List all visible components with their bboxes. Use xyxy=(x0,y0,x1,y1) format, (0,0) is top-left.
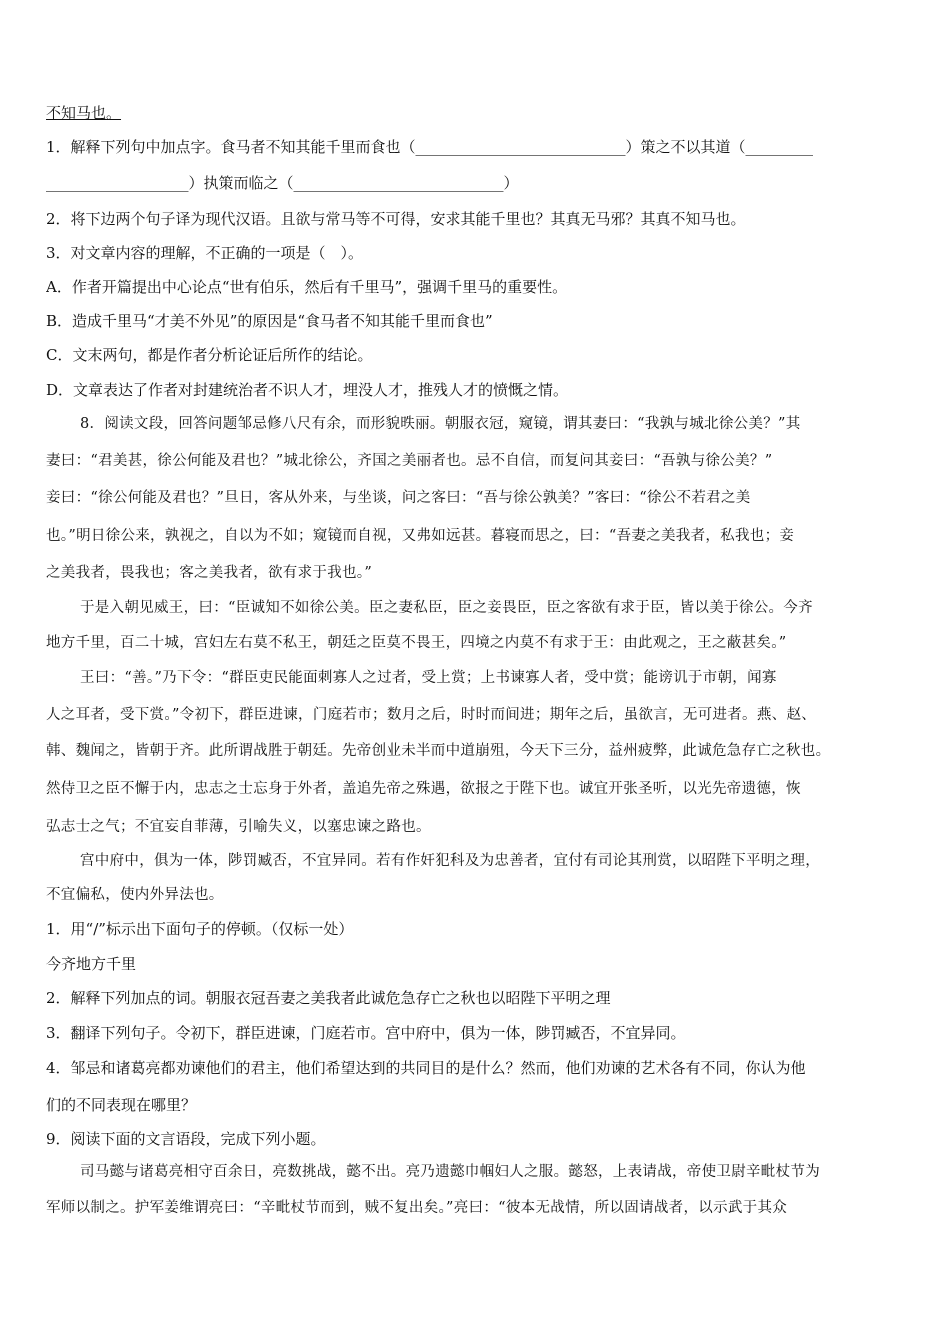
passage-line: 宫中府中，俱为一体，陟罚臧否，不宜异同。若有作奸犯科及为忠善者，宜付有司论其刑赏，以昭陛下平明之理， xyxy=(80,853,820,869)
option-d: D．文章表达了作者对封建统治者不识人才，埋没人才，推残人才的愤慨之情。 xyxy=(46,381,569,399)
passage-line: 地方千里，百二十城，宫妇左右莫不私王，朝廷之臣莫不畏王，四境之内莫不有求于王：由此观之，王之蔽甚矣。” xyxy=(46,635,787,651)
question-line: 1．解释下列句中加点字。食马者不知其能千里而食也（____________________________）策之不以其道（_________ xyxy=(46,138,814,156)
passage-line: 于是入朝见威王，曰：“臣诚知不如徐公美。臣之妻私臣，臣之妾畏臣，臣之客欲有求于臣，皆以美于徐公。今齐 xyxy=(80,600,813,616)
question-line: ___________________）执策而临之（____________________________） xyxy=(46,174,519,192)
question-line: 9．阅读下面的文言语段，完成下列小题。 xyxy=(46,1130,326,1148)
passage-line: 不宜偏私，使内外异法也。 xyxy=(46,887,224,903)
question-line: 3．翻译下列句子。令初下，群臣进谏，门庭若市。宫中府中，俱为一体，陟罚臧否，不宜异同。 xyxy=(46,1024,686,1042)
question-line: 2．将下边两个句子译为现代汉语。且欲与常马等不可得，安求其能千里也？其真无马邪？其真不知马也。 xyxy=(46,210,746,228)
option-c: C．文末两句，都是作者分析论证后所作的结论。 xyxy=(46,346,373,364)
question-line: 1．用“/”标示出下面句子的停顿。（仅标一处） xyxy=(46,920,354,938)
passage-line: 然侍卫之臣不懈于内，忠志之士忘身于外者，盖追先帝之殊遇，欲报之于陛下也。诚宜开张圣听，以光先帝遗德，恢 xyxy=(46,781,801,797)
passage-line: 弘志士之气；不宜妄自菲薄，引喻失义，以塞忠谏之路也。 xyxy=(46,819,431,835)
passage-line: 军师以制之。护军姜维谓亮曰：“辛毗杖节而到，贼不复出矣。”亮曰：“彼本无战情，所以固请战者，以示武于其众 xyxy=(46,1200,788,1216)
question-line: 今齐地方千里 xyxy=(46,955,137,973)
passage-line: 妻曰：“君美甚，徐公何能及君也？”城北徐公，齐国之美丽者也。忌不自信，而复问其妾曰：“吾孰与徐公美？” xyxy=(46,453,773,469)
question-line: 3．对文章内容的理解，不正确的一项是（ ）。 xyxy=(46,244,364,262)
passage-line: 韩、魏闻之，皆朝于齐。此所谓战胜于朝廷。先帝创业未半而中道崩殂，今天下三分，益州疲弊，此诚危急存亡之秋也。 xyxy=(46,743,831,759)
question-line: 2．解释下列加点的词。朝服衣冠吾妻之美我者此诚危急存亡之秋也以昭陛下平明之理 xyxy=(46,989,611,1007)
passage-line: 司马懿与诸葛亮相守百余日，亮数挑战，懿不出。亮乃遗懿巾帼妇人之服。懿怒，上表请战，帝使卫尉辛毗杖节为 xyxy=(80,1164,820,1180)
passage-line: 也。”明日徐公来，孰视之，自以为不如；窥镜而自视，又弗如远甚。暮寝而思之，曰：“吾妻之美我者，私我也；妾 xyxy=(46,528,795,544)
passage-line: 妾曰：“徐公何能及君也？”旦日，客从外来，与坐谈，问之客曰：“吾与徐公孰美？”客曰：“徐公不若君之美 xyxy=(46,490,751,506)
question-line: 4．邹忌和诸葛亮都劝谏他们的君主，他们希望达到的共同目的是什么？然而，他们劝谏的艺术各有不同，你认为他 xyxy=(46,1059,806,1077)
option-b: B．造成千里马“才美不外见”的原因是“食马者不知其能千里而食也” xyxy=(46,312,493,330)
passage-line: 人之耳者，受下赏。”令初下，群臣进谏，门庭若市；数月之后，时时而间进；期年之后，虽欲言，无可进者。燕、赵、 xyxy=(46,707,817,723)
option-a: A．作者开篇提出中心论点“世有伯乐，然后有千里马”，强调千里马的重要性。 xyxy=(46,278,568,296)
passage-line: 之美我者，畏我也；客之美我者，欲有求于我也。” xyxy=(46,565,373,581)
passage-line: 王曰：“善。”乃下令：“群臣吏民能面刺寡人之过者，受上赏；上书谏寡人者，受中赏；能谤讥于市朝，闻寡 xyxy=(80,670,777,686)
passage-line: 8．阅读文段，回答问题邹忌修八尺有余，而形貌昳丽。朝服衣冠，窥镜，谓其妻曰：“我孰与城北徐公美？”其 xyxy=(80,416,801,432)
text-line: 不知马也。 xyxy=(46,104,122,122)
question-line: 们的不同表现在哪里？ xyxy=(46,1096,197,1114)
